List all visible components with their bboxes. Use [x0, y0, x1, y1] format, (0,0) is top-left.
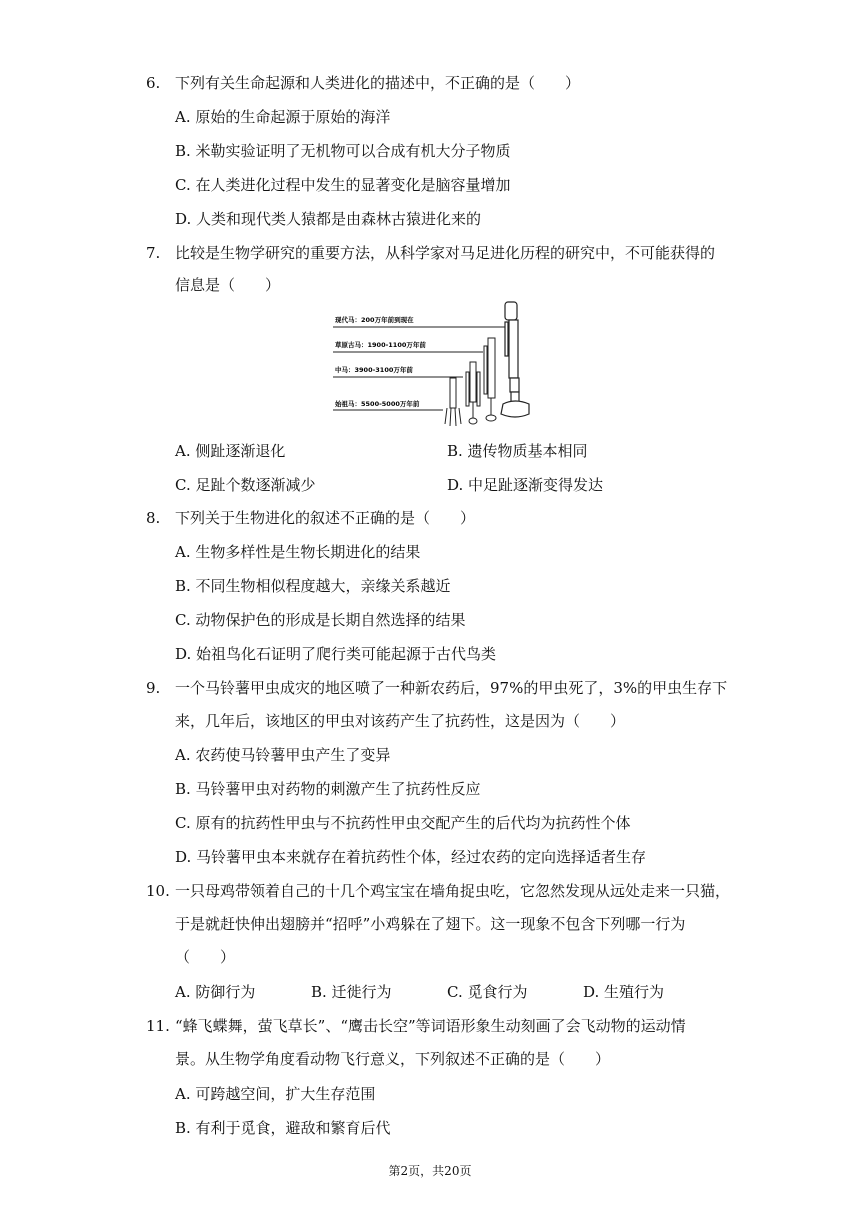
- question-stem-line-2: 于是就赶快伸出翅膀并“招呼”小鸡躲在了翅下。这一现象不包含下列哪一行为: [175, 915, 686, 933]
- question-stem-line-3: （ ）: [175, 948, 236, 966]
- option-c: C. 在人类进化过程中发生的显著变化是脑容量增加: [175, 176, 511, 194]
- option-b: B. 迁徙行为: [311, 983, 392, 1001]
- option-c: C. 原有的抗药性甲虫与不抗药性甲虫交配产生的后代均为抗药性个体: [175, 814, 631, 832]
- option-a: A. 生物多样性是生物长期进化的结果: [175, 543, 421, 561]
- eohippus-foot-icon: [445, 378, 461, 426]
- option-d: D. 中足趾逐渐变得发达: [447, 476, 604, 494]
- merychippus-foot-icon: [484, 338, 496, 421]
- question-stem-line-1: 比较是生物学研究的重要方法，从科学家对马足进化历程的研究中，不可能获得的: [175, 244, 716, 262]
- question-number: 7.: [146, 244, 161, 262]
- option-b: B. 马铃薯甲虫对药物的刺激产生了抗药性反应: [175, 780, 481, 798]
- option-b: B. 遗传物质基本相同: [447, 442, 588, 460]
- option-d: D. 始祖鸟化石证明了爬行类可能起源于古代鸟类: [175, 645, 497, 663]
- option-d: D. 人类和现代类人猿都是由森林古猿进化来的: [175, 210, 482, 228]
- question-stem-line-2: 信息是（ ）: [175, 276, 281, 294]
- figure-label-modern-horse: 现代马：200万年前到现在: [335, 316, 414, 324]
- question-stem: 下列关于生物进化的叙述不正确的是（ ）: [175, 509, 476, 527]
- option-d: D. 生殖行为: [583, 983, 665, 1001]
- option-b: B. 有利于觅食，避敌和繁育后代: [175, 1119, 391, 1137]
- page-footer: 第2页，共20页: [388, 1164, 472, 1178]
- mesohippus-foot-icon: [466, 362, 480, 424]
- option-b: B. 不同生物相似程度越大，亲缘关系越近: [175, 577, 451, 595]
- option-c: C. 动物保护色的形成是长期自然选择的结果: [175, 611, 466, 629]
- figure-label-eohippus: 始祖马：5500-5000万年前: [335, 400, 420, 408]
- question-number: 6.: [146, 74, 161, 92]
- question-stem: 下列有关生命起源和人类进化的描述中，不正确的是（ ）: [175, 74, 581, 92]
- question-number: 10.: [146, 882, 170, 900]
- figure-label-mesohippus: 中马：3900-3100万年前: [335, 366, 413, 374]
- figure-label-merychippus: 草原古马：1900-1100万年前: [335, 341, 426, 349]
- question-number: 8.: [146, 509, 161, 527]
- question-stem-line-1: 一个马铃薯甲虫成灾的地区喷了一种新农药后，97%的甲虫死了，3%的甲虫生存下: [175, 679, 728, 697]
- option-b: B. 米勒实验证明了无机物可以合成有机大分子物质: [175, 142, 511, 160]
- option-a: A. 原始的生命起源于原始的海洋: [175, 108, 391, 126]
- option-a: A. 可跨越空间，扩大生存范围: [175, 1085, 376, 1103]
- option-d: D. 马铃薯甲虫本来就存在着抗药性个体，经过农药的定向选择适者生存: [175, 848, 647, 866]
- question-stem-line-1: “蜂飞蝶舞，萤飞草长”、“鹰击长空”等词语形象生动刻画了会飞动物的运动情: [175, 1017, 686, 1035]
- question-number: 11.: [146, 1017, 170, 1035]
- option-a: A. 农药使马铃薯甲虫产生了变异: [175, 746, 391, 764]
- option-a: A. 侧趾逐渐退化: [175, 442, 286, 460]
- question-number: 9.: [146, 679, 161, 697]
- question-stem-line-2: 景。从生物学角度看动物飞行意义，下列叙述不正确的是（ ）: [175, 1050, 611, 1068]
- option-a: A. 防御行为: [175, 983, 256, 1001]
- option-c: C. 足趾个数逐渐减少: [175, 476, 316, 494]
- option-c: C. 觅食行为: [447, 983, 528, 1001]
- question-stem-line-2: 来，几年后，该地区的甲虫对该药产生了抗药性，这是因为（ ）: [175, 712, 626, 730]
- modern-horse-foot-icon: [501, 302, 529, 417]
- question-stem-line-1: 一只母鸡带领着自己的十几个鸡宝宝在墙角捉虫吃，它忽然发现从远处走来一只猫，: [175, 882, 731, 900]
- horse-foot-evolution-figure: [333, 300, 543, 428]
